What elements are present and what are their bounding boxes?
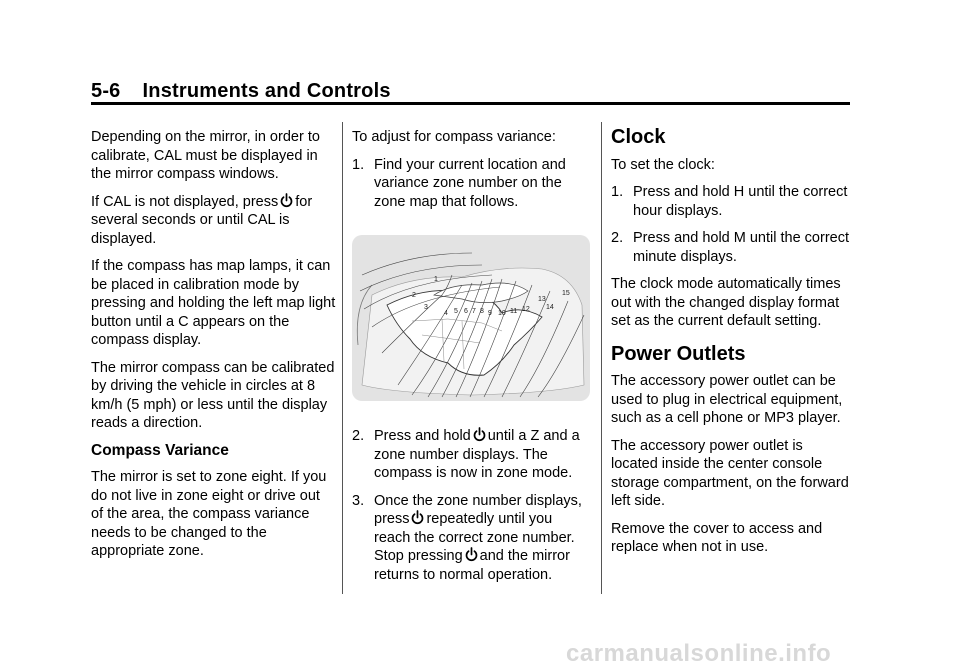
list-text: Press and hold H until the correct hour displays. bbox=[633, 184, 848, 219]
section-title: Instruments and Controls bbox=[142, 80, 391, 102]
list-number: 1. bbox=[611, 184, 624, 200]
paragraph: To set the clock: bbox=[611, 156, 715, 173]
list-number: 1. bbox=[352, 156, 365, 173]
zone-label: 2 bbox=[412, 292, 416, 299]
paragraph: The mirror is set to zone eight. If you do not live in zone eight or drive out of the area, the compass variance needs to be changed to the appropriate zone. bbox=[91, 469, 327, 559]
zone-label: 4 bbox=[444, 310, 448, 317]
column-right bbox=[611, 128, 851, 566]
page-number: 5-6 bbox=[91, 80, 121, 102]
list-item bbox=[352, 156, 592, 212]
power-icon bbox=[280, 193, 293, 208]
power-icon bbox=[465, 547, 478, 562]
header-rule bbox=[91, 102, 850, 105]
list-item bbox=[611, 229, 851, 266]
list-item bbox=[352, 492, 592, 585]
zone-label: 7 bbox=[472, 308, 476, 315]
paragraph: The accessory power outlet can be used to plug in electrical equipment, such as a cell phone or MP3 player. bbox=[611, 373, 843, 426]
zone-label: 12 bbox=[522, 306, 530, 313]
zone-label: 1 bbox=[434, 276, 438, 283]
section-heading-power-outlets: Power Outlets bbox=[611, 342, 746, 365]
text-run: until a Z and a zone number displays. The compass is now in zone mode. bbox=[374, 428, 580, 481]
section-heading: Compass Variance bbox=[91, 441, 229, 459]
paragraph: The accessory power outlet is located inside the center console storage compartment, on the forward left side. bbox=[611, 437, 849, 509]
power-icon bbox=[411, 510, 424, 525]
zone-label: 14 bbox=[546, 304, 554, 311]
text-run: for several seconds or until CAL is displayed. bbox=[91, 193, 313, 247]
column-divider bbox=[342, 122, 343, 594]
text-run: Press and hold bbox=[374, 428, 471, 444]
list-text: Press and hold M until the correct minute displays. bbox=[633, 230, 849, 265]
text-run: If CAL is not displayed, press bbox=[91, 193, 279, 210]
list-number: 2. bbox=[352, 428, 365, 444]
zone-label: 10 bbox=[498, 310, 506, 317]
list-item bbox=[352, 427, 592, 483]
column-divider bbox=[601, 122, 602, 594]
section-heading-clock: Clock bbox=[611, 126, 666, 148]
list-text: Find your current location and variance zone number on the zone map that follows. bbox=[374, 156, 566, 210]
paragraph: Depending on the mirror, in order to calibrate, CAL must be displayed in the mirror compass windows. bbox=[91, 129, 320, 182]
list-number: 2. bbox=[611, 230, 624, 246]
paragraph: If the compass has map lamps, it can be placed in calibration mode by pressing and holding the left map light button until a C appears on the compass display. bbox=[91, 258, 336, 348]
zone-label: 8 bbox=[480, 308, 484, 315]
paragraph: The mirror compass can be calibrated by driving the vehicle in circles at 8 km/h (5 mph) or less until the display reads a direction. bbox=[91, 359, 335, 431]
list-number: 3. bbox=[352, 492, 365, 509]
zone-label: 9 bbox=[488, 310, 492, 317]
text-run: and the mirror returns to normal operation. bbox=[374, 548, 570, 583]
zone-label: 15 bbox=[562, 290, 570, 297]
paragraph: Remove the cover to access and replace when not in use. bbox=[611, 520, 823, 555]
zone-label: 13 bbox=[538, 296, 546, 303]
zone-label: 11 bbox=[510, 308, 518, 315]
column-middle bbox=[352, 128, 592, 593]
text-run: Once the zone number displays, press bbox=[374, 492, 582, 527]
power-icon bbox=[473, 427, 486, 442]
list-item bbox=[611, 183, 851, 220]
zone-label: 6 bbox=[464, 308, 468, 315]
paragraph: To adjust for compass variance: bbox=[352, 129, 556, 145]
paragraph: The clock mode automatically times out with the changed display format set as the current default setting. bbox=[611, 276, 841, 329]
zone-label: 3 bbox=[424, 304, 428, 311]
paragraph bbox=[91, 193, 336, 249]
page-header bbox=[91, 80, 391, 103]
text-run: repeatedly until you reach the correct zone number. Stop pressing bbox=[374, 511, 575, 564]
watermark: carmanualsonline.info bbox=[566, 640, 832, 667]
zone-label: 5 bbox=[454, 308, 458, 315]
column-left bbox=[91, 128, 336, 570]
compass-zone-map bbox=[352, 235, 590, 401]
